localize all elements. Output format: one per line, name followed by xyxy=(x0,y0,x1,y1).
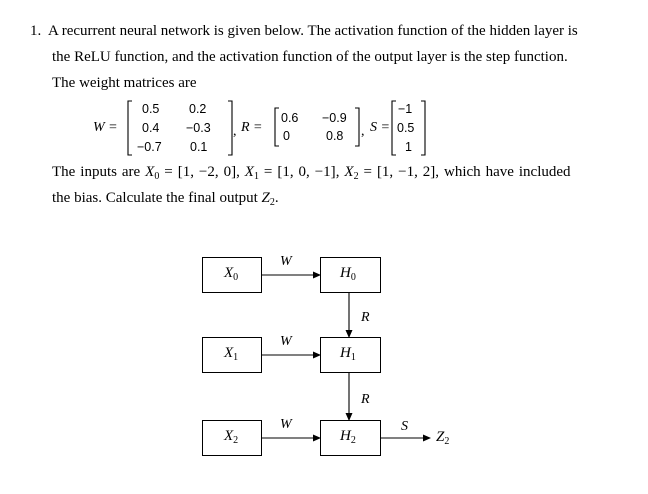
node-x0-label: $X_0$ xyxy=(224,265,239,283)
question-line-3: The weight matrices are xyxy=(52,75,197,91)
output-z2-label: $Z_2$ xyxy=(436,429,450,447)
matrix-w-cell: 0.5 xyxy=(142,102,160,116)
input-x2-value: [1, −1, 2] xyxy=(376,164,436,180)
final-line: the bias. Calculate the final output $Z_2$. xyxy=(52,190,279,208)
edge-label-r1: R xyxy=(361,392,370,407)
matrix-r-cell: 0.8 xyxy=(326,129,344,143)
matrix-w-cell: 0.2 xyxy=(189,102,207,116)
matrix-s-cell: 1 xyxy=(405,140,412,154)
matrix-r-cell: −0.9 xyxy=(322,111,347,125)
matrix-w-cell: −0.3 xyxy=(186,121,211,135)
matrix-r-label: R = xyxy=(241,120,263,135)
question-text-1: A recurrent neural network is given below. The activation function of the hidden layer is xyxy=(47,23,578,39)
matrix-separator: , xyxy=(361,124,365,139)
matrix-s-cell: −1 xyxy=(398,102,413,116)
inputs-line: The inputs are $X_0 = [1$, −2, 0], $X_1 = [1$, 0, −1], $X_2 = [1$, −1, 2], which have included xyxy=(52,164,571,182)
question-line-2: the ReLU function, and the activation function of the output layer is the step function. xyxy=(52,49,568,65)
node-h2-label: $H_2$ xyxy=(340,428,356,446)
edge-label-r0: R xyxy=(361,310,370,325)
matrix-w-cell: −0.7 xyxy=(137,140,162,154)
matrix-r-cell: 0 xyxy=(283,129,290,143)
matrix-separator: , xyxy=(233,124,237,139)
final-target: Z xyxy=(261,190,270,206)
question-number: 1. xyxy=(30,23,42,39)
edge-label-s: S xyxy=(401,419,408,434)
node-h1-label: $H_1$ xyxy=(340,345,356,363)
matrix-w-cell: 0.4 xyxy=(142,121,160,135)
edge-label-w2: W xyxy=(280,417,292,432)
matrix-r-cell: 0.6 xyxy=(281,111,299,125)
matrix-s-label: S = xyxy=(370,120,390,135)
node-x1-label: $X_1$ xyxy=(224,345,239,363)
node-x2-label: $X_2$ xyxy=(224,428,239,446)
input-x0-value: [1, −2, 0] xyxy=(177,164,237,180)
inputs-intro: The inputs are xyxy=(52,164,141,180)
edge-label-w0: W xyxy=(280,254,292,269)
final-prefix: the bias. Calculate the final output xyxy=(52,190,258,206)
input-x1-value: [1, 0, −1] xyxy=(277,164,336,180)
node-h0-label: $H_0$ xyxy=(340,265,356,283)
inputs-tail: , which have included xyxy=(435,164,571,180)
matrix-w-cell: 0.1 xyxy=(190,140,208,154)
matrix-w-label: W = xyxy=(93,120,118,135)
matrix-s-cell: 0.5 xyxy=(397,121,415,135)
edge-label-w1: W xyxy=(280,334,292,349)
